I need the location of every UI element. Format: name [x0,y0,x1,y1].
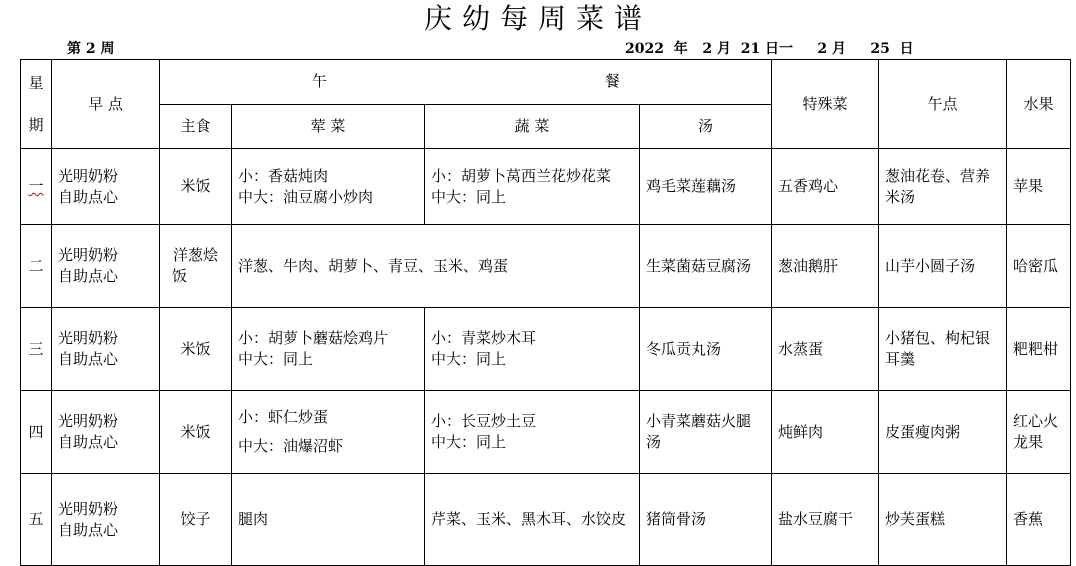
meat-header: 荤 菜 [232,104,425,149]
fruit-cell: 香蕉 [1007,474,1071,566]
day-header: 星 期 [21,60,52,149]
special-cell: 五香鸡心 [772,149,879,225]
fruit-cell: 苹果 [1007,149,1071,225]
soup-cell: 鸡毛菜莲藕汤 [640,149,772,225]
special-cell: 葱油鹅肝 [772,225,879,308]
fruit-cell: 红心火龙果 [1007,391,1071,474]
special-header: 特殊菜 [772,60,879,149]
table-row [21,308,1071,391]
snack-cell: 山芋小圆子汤 [879,225,1007,308]
breakfast-cell: 光明奶粉 自助点心 [52,149,160,225]
soup-cell: 生菜菌菇豆腐汤 [640,225,772,308]
menu-title: 庆幼每周菜谱 [423,2,652,35]
snack-cell: 炒芙蛋糕 [879,474,1007,566]
soup-cell: 小青菜蘑菇火腿汤 [640,391,772,474]
breakfast-cell: 光明奶粉 自助点心 [52,391,160,474]
staple-cell: 米饭 [160,308,232,391]
day-cell: 二 [21,225,52,308]
snack-cell: 葱油花卷、营养米汤 [879,149,1007,225]
meat-cell: 小：香菇炖肉 中大：油豆腐小炒肉 [232,149,425,225]
breakfast-cell: 光明奶粉 自助点心 [52,308,160,391]
soup-cell: 冬瓜贡丸汤 [640,308,772,391]
date-range: 2022 年 2 月 21 日一 2 月 25 日 [625,41,914,57]
table-row [21,225,1071,308]
soup-header: 汤 [640,104,772,149]
snack-cell: 小猪包、枸杞银耳羹 [879,308,1007,391]
day-cell: 三 [21,308,52,391]
weekly-menu-table [20,59,1071,566]
veg-header: 蔬 菜 [425,104,640,149]
meat-cell: 小：虾仁炒蛋 中大：油爆沼虾 [232,391,425,474]
veg-cell: 小：长豆炒土豆 中大：同上 [425,391,640,474]
veg-cell: 小：青菜炒木耳 中大：同上 [425,308,640,391]
staple-cell: 饺子 [160,474,232,566]
veg-cell: 芹菜、玉米、黑木耳、水饺皮 [425,474,640,566]
staple-header: 主食 [160,104,232,149]
snack-header: 午点 [879,60,1007,149]
table-row [21,391,1071,474]
staple-cell: 米饭 [160,149,232,225]
lunch-header: 午 餐 [160,60,772,105]
day-cell: 一 [21,149,52,225]
meat-cell: 腿肉 [232,474,425,566]
fruit-header: 水果 [1007,60,1071,149]
fruit-cell: 哈密瓜 [1007,225,1071,308]
combined-dish-cell: 洋葱、牛肉、胡萝卜、青豆、玉米、鸡蛋 [232,225,640,308]
table-row [21,474,1071,566]
meat-cell: 小：胡萝卜蘑菇烩鸡片 中大：同上 [232,308,425,391]
special-cell: 炖鲜肉 [772,391,879,474]
week-label: 第 2 周 [67,41,115,57]
fruit-cell: 粑粑柑 [1007,308,1071,391]
breakfast-cell: 光明奶粉 自助点心 [52,225,160,308]
veg-cell: 小：胡萝卜莴西兰花炒花菜 中大：同上 [425,149,640,225]
day-cell: 四 [21,391,52,474]
special-cell: 盐水豆腐干 [772,474,879,566]
breakfast-cell: 光明奶粉 自助点心 [52,474,160,566]
day-cell: 五 [21,474,52,566]
table-row [21,149,1071,225]
staple-cell: 米饭 [160,391,232,474]
special-cell: 水蒸蛋 [772,308,879,391]
breakfast-header: 早 点 [52,60,160,149]
soup-cell: 猪筒骨汤 [640,474,772,566]
snack-cell: 皮蛋瘦肉粥 [879,391,1007,474]
staple-cell: 洋葱烩 饭 [160,225,232,308]
